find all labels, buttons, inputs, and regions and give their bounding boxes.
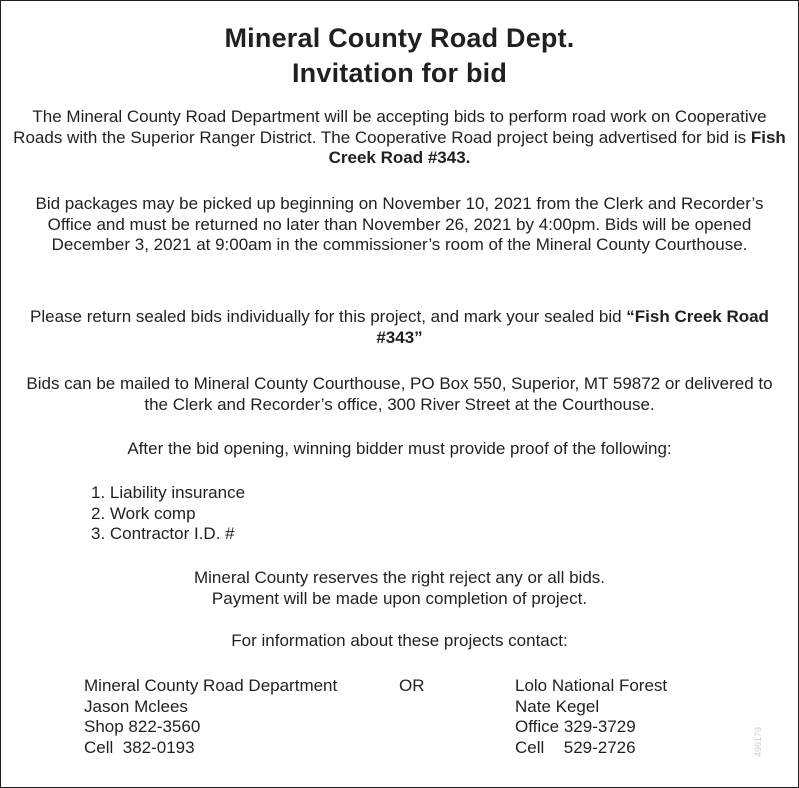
list-item: 2. Work comp: [91, 503, 196, 523]
contact-road-department: [84, 676, 337, 758]
intro-paragraph: [13, 107, 786, 169]
intro-text: The Mineral County Road Department will be accepting bids to perform road work on Cooperative Roads with the Superior Ranger District. The Cooperative Road project being advertised for bid is: [13, 107, 767, 147]
list-item: 3. Contractor I.D. #: [91, 524, 235, 543]
reserves-paragraph: [13, 568, 786, 609]
or-separator: OR: [399, 676, 425, 695]
cell-label: Cell: [84, 737, 114, 757]
requirements-intro: After the bid opening, winning bidder must provide proof of the following:: [127, 439, 672, 458]
reserves-line: Mineral County reserves the right reject any or all bids.: [193, 568, 605, 587]
contact-intro: For information about these projects contact:: [231, 631, 568, 650]
return-paragraph: [13, 307, 786, 348]
contact-national-forest: [515, 676, 667, 758]
contact-shop-phone: Shop 822-3560: [84, 717, 201, 736]
project-name: Fish Creek Road #343.: [328, 127, 786, 167]
ad-number: 496179: [753, 726, 763, 757]
contact-office-phone: Office 329-3729: [515, 717, 636, 736]
contact-cell-phone: [84, 738, 337, 759]
contact-name: Jason Mclees: [84, 696, 188, 716]
notice-title: Mineral County Road Dept.: [224, 23, 575, 53]
bid-mark-label: “Fish Creek Road #343”: [376, 307, 769, 347]
list-item: 1. Liability insurance: [91, 483, 246, 502]
contact-name: Nate Kegel: [515, 696, 600, 716]
return-text: Please return sealed bids individually for this project, and mark your sealed bid: [30, 307, 627, 326]
payment-line: Payment will be made upon completion of project.: [211, 588, 588, 608]
pickup-paragraph: Bid packages may be picked up beginning on November 10, 2021 from the Clerk and Recorder’s Office and must be returned no later than November 26, 2021 by 4:00pm. Bids will be opened December 3, 2021 at 9:00am in the commissioner’s room of the Mineral County Courthouse.: [35, 194, 764, 254]
mailing-paragraph: Bids can be mailed to Mineral County Courthouse, PO Box 550, Superior, MT 59872 or delivered to the Clerk and Recorder’s office, 300 River Street at the Courthouse.: [26, 374, 773, 414]
contact-org: Mineral County Road Department: [84, 676, 338, 695]
cell-number: 529-2726: [563, 737, 636, 757]
cell-number: 382-0193: [122, 737, 195, 757]
contact-org: Lolo National Forest: [515, 676, 668, 695]
requirements-list: [91, 483, 245, 545]
notice-subtitle: Invitation for bid: [291, 58, 508, 88]
contact-cell-phone: [515, 738, 667, 759]
cell-label: Cell: [515, 737, 545, 757]
